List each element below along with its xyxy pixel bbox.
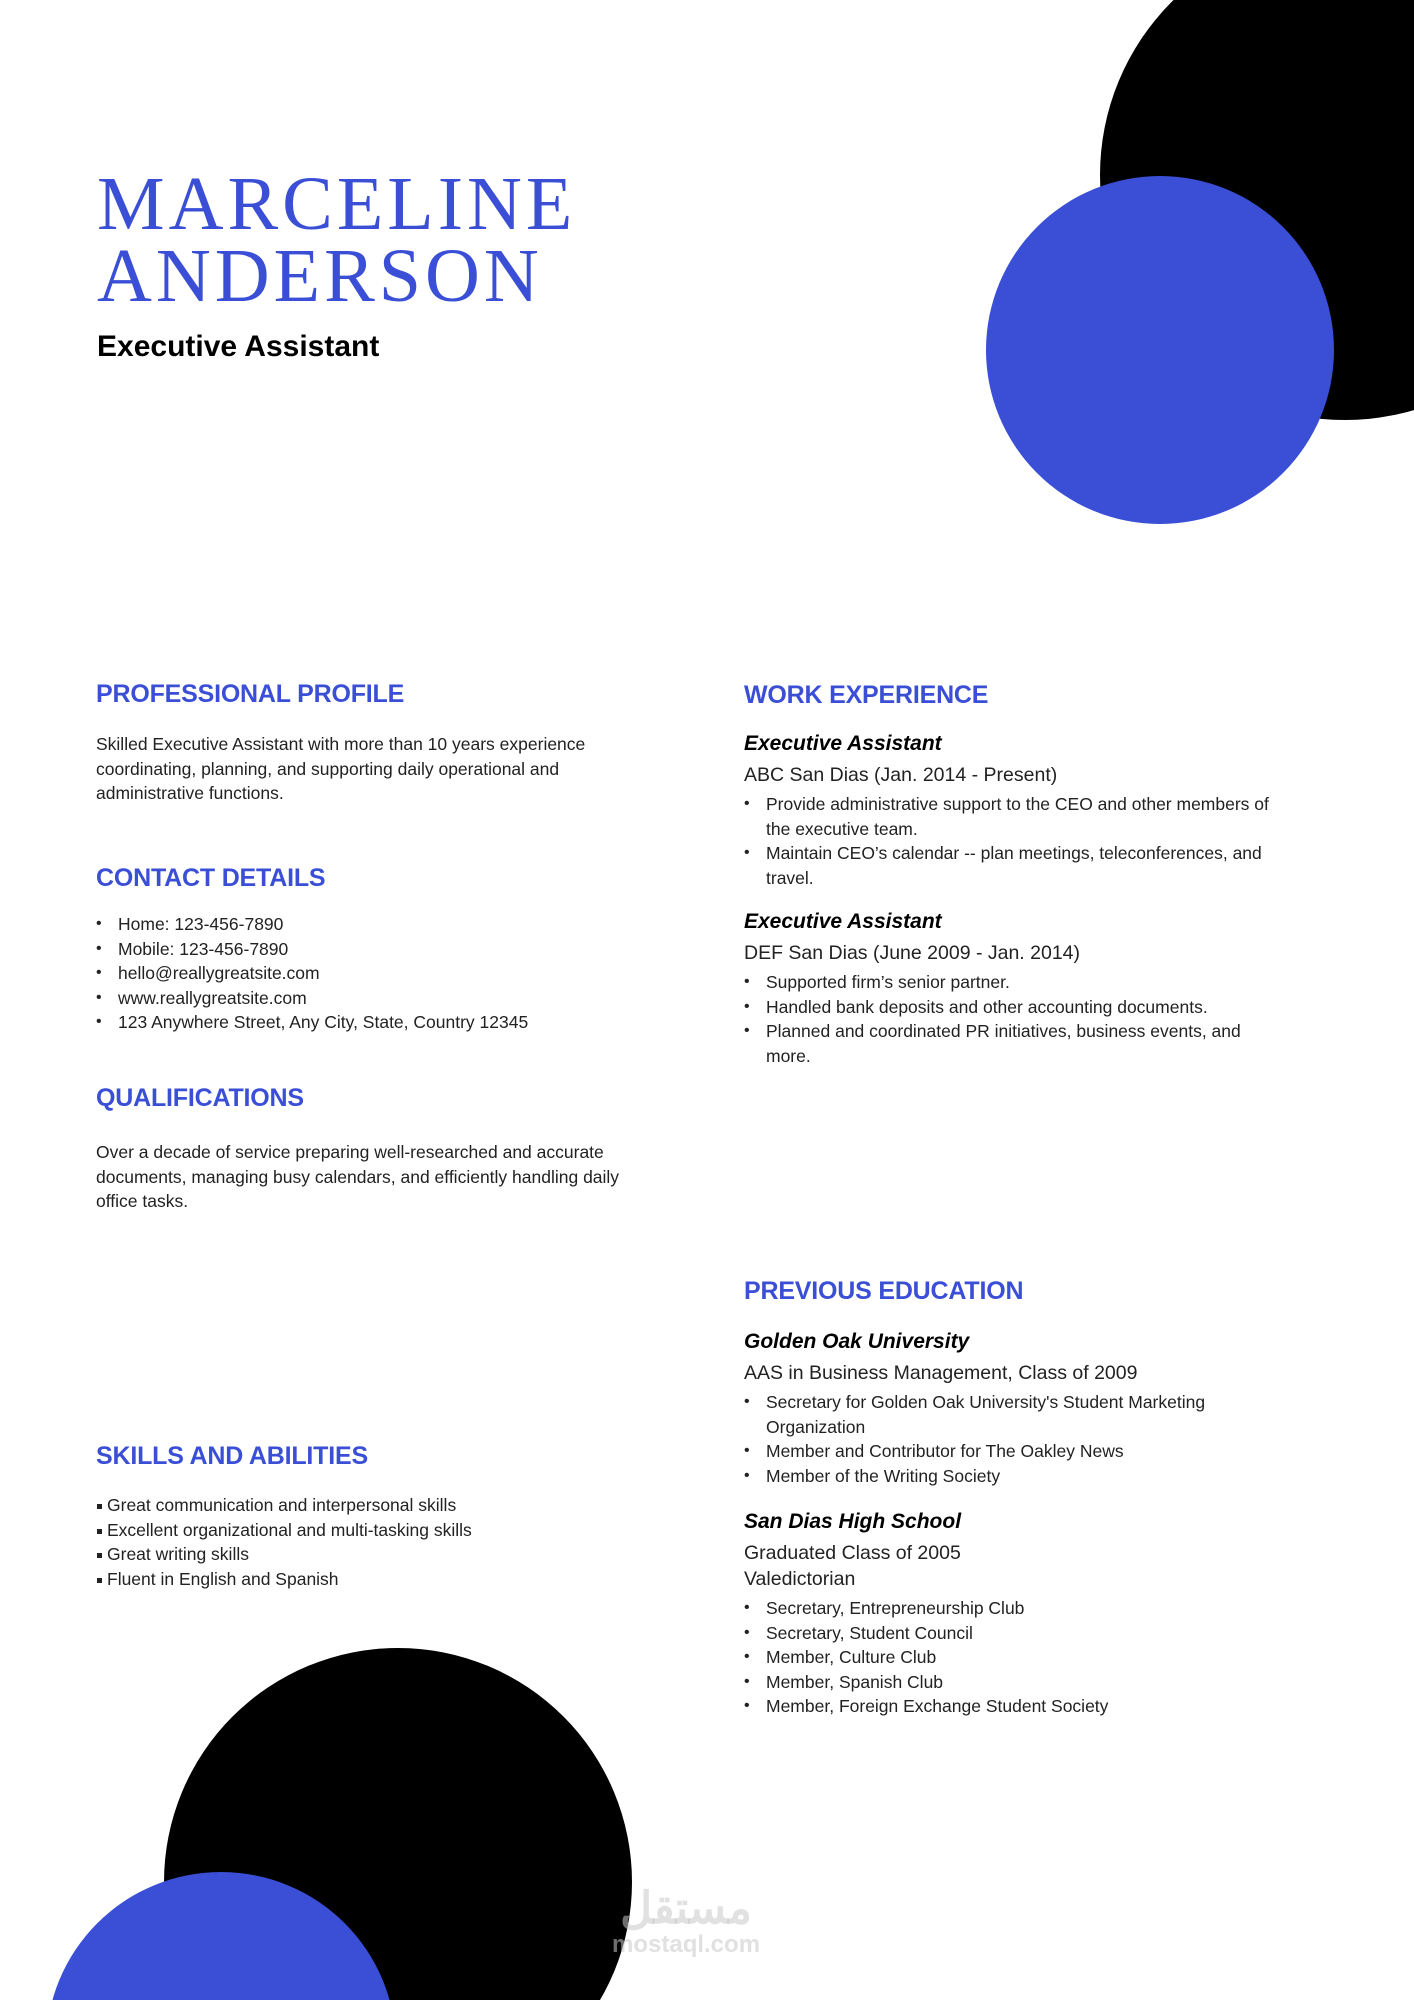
job-duty: • Planned and coordinated PR initiatives, business events, and more.	[744, 1019, 1284, 1068]
job-duties-1	[744, 792, 1284, 890]
education-section	[744, 1277, 1284, 1719]
school-activity: • Secretary, Entrepreneurship Club	[744, 1596, 1284, 1621]
school-activities-2	[744, 1596, 1284, 1719]
qualifications-section	[96, 1084, 636, 1214]
school-activity: • Member of the Writing Society	[744, 1464, 1284, 1489]
skills-heading: SKILLS AND ABILITIES	[96, 1442, 368, 1470]
job-title-1: Executive Assistant	[744, 732, 942, 755]
school-activity: • Member, Spanish Club	[744, 1670, 1284, 1695]
contact-mobile: • Mobile: 123-456-7890	[96, 937, 656, 962]
school-entry	[744, 1510, 1284, 1719]
skills-list	[96, 1493, 616, 1591]
watermark-logo	[612, 1886, 760, 1958]
candidate-name	[97, 162, 577, 318]
contact-website: • www.reallygreatsite.com	[96, 986, 656, 1011]
job-entry	[744, 910, 1284, 1068]
job-duty: • Provide administrative support to the CEO and other members of the executive team.	[744, 792, 1284, 841]
school-activities-1	[744, 1390, 1284, 1488]
watermark-latin: mostaql.com	[612, 1931, 761, 1958]
job-duty: • Handled bank deposits and other accounting documents.	[744, 995, 1284, 1020]
school-activity: • Member, Culture Club	[744, 1645, 1284, 1670]
school-activity: • Member, Foreign Exchange Student Society	[744, 1694, 1284, 1719]
school-entry	[744, 1330, 1284, 1488]
professional-profile-section	[96, 680, 636, 806]
contact-heading: CONTACT DETAILS	[96, 864, 326, 892]
decorative-circle-blue-top	[986, 176, 1334, 524]
school-activity: • Secretary, Student Council	[744, 1621, 1284, 1646]
skill-item: Fluent in English and Spanish	[96, 1567, 616, 1592]
contact-address: • 123 Anywhere Street, Any City, State, Country 12345	[96, 1010, 656, 1035]
job-company-2: DEF San Dias (June 2009 - Jan. 2014)	[744, 942, 1081, 964]
skill-item: Great communication and interpersonal skills	[96, 1493, 616, 1518]
work-heading: WORK EXPERIENCE	[744, 681, 989, 709]
job-duty: • Maintain CEO’s calendar -- plan meetings, teleconferences, and travel.	[744, 841, 1284, 890]
contact-list	[96, 912, 656, 1035]
school-name-1: Golden Oak University	[744, 1330, 970, 1353]
school-activity: • Member and Contributor for The Oakley News	[744, 1439, 1284, 1464]
work-experience-section	[744, 681, 1284, 1068]
school-activity: • Secretary for Golden Oak University's Student Marketing Organization	[744, 1390, 1284, 1439]
profile-text: Skilled Executive Assistant with more than 10 years experience coordinating, planning, and supporting daily operational and administrative functions.	[96, 734, 586, 803]
qualifications-text: Over a decade of service preparing well-researched and accurate documents, managing busy calendars, and efficiently handling daily office tasks.	[96, 1142, 620, 1211]
school-detail-1: AAS in Business Management, Class of 2009	[744, 1362, 1138, 1384]
skills-section	[96, 1442, 616, 1591]
job-duties-2	[744, 970, 1284, 1068]
job-entry	[744, 732, 1284, 890]
contact-details-section	[96, 864, 656, 1035]
skill-item: Great writing skills	[96, 1542, 616, 1567]
qualifications-heading: QUALIFICATIONS	[96, 1084, 304, 1112]
contact-home: • Home: 123-456-7890	[96, 912, 656, 937]
job-company-1: ABC San Dias (Jan. 2014 - Present)	[744, 764, 1058, 786]
education-heading: PREVIOUS EDUCATION	[744, 1277, 1024, 1305]
job-title: Executive Assistant	[97, 330, 380, 363]
job-title-2: Executive Assistant	[744, 910, 942, 933]
name-first: MARCELINE	[97, 162, 577, 246]
contact-email: • hello@reallygreatsite.com	[96, 961, 656, 986]
name-last: ANDERSON	[97, 234, 543, 318]
skill-item: Excellent organizational and multi-tasking skills	[96, 1518, 616, 1543]
profile-heading: PROFESSIONAL PROFILE	[96, 680, 405, 708]
job-duty: • Supported firm’s senior partner.	[744, 970, 1284, 995]
school-name-2: San Dias High School	[744, 1510, 962, 1533]
school-detail-2: Graduated Class of 2005	[744, 1542, 961, 1564]
school-honor-2: Valedictorian	[744, 1568, 856, 1590]
watermark-arabic: مستقل	[620, 1884, 752, 1933]
